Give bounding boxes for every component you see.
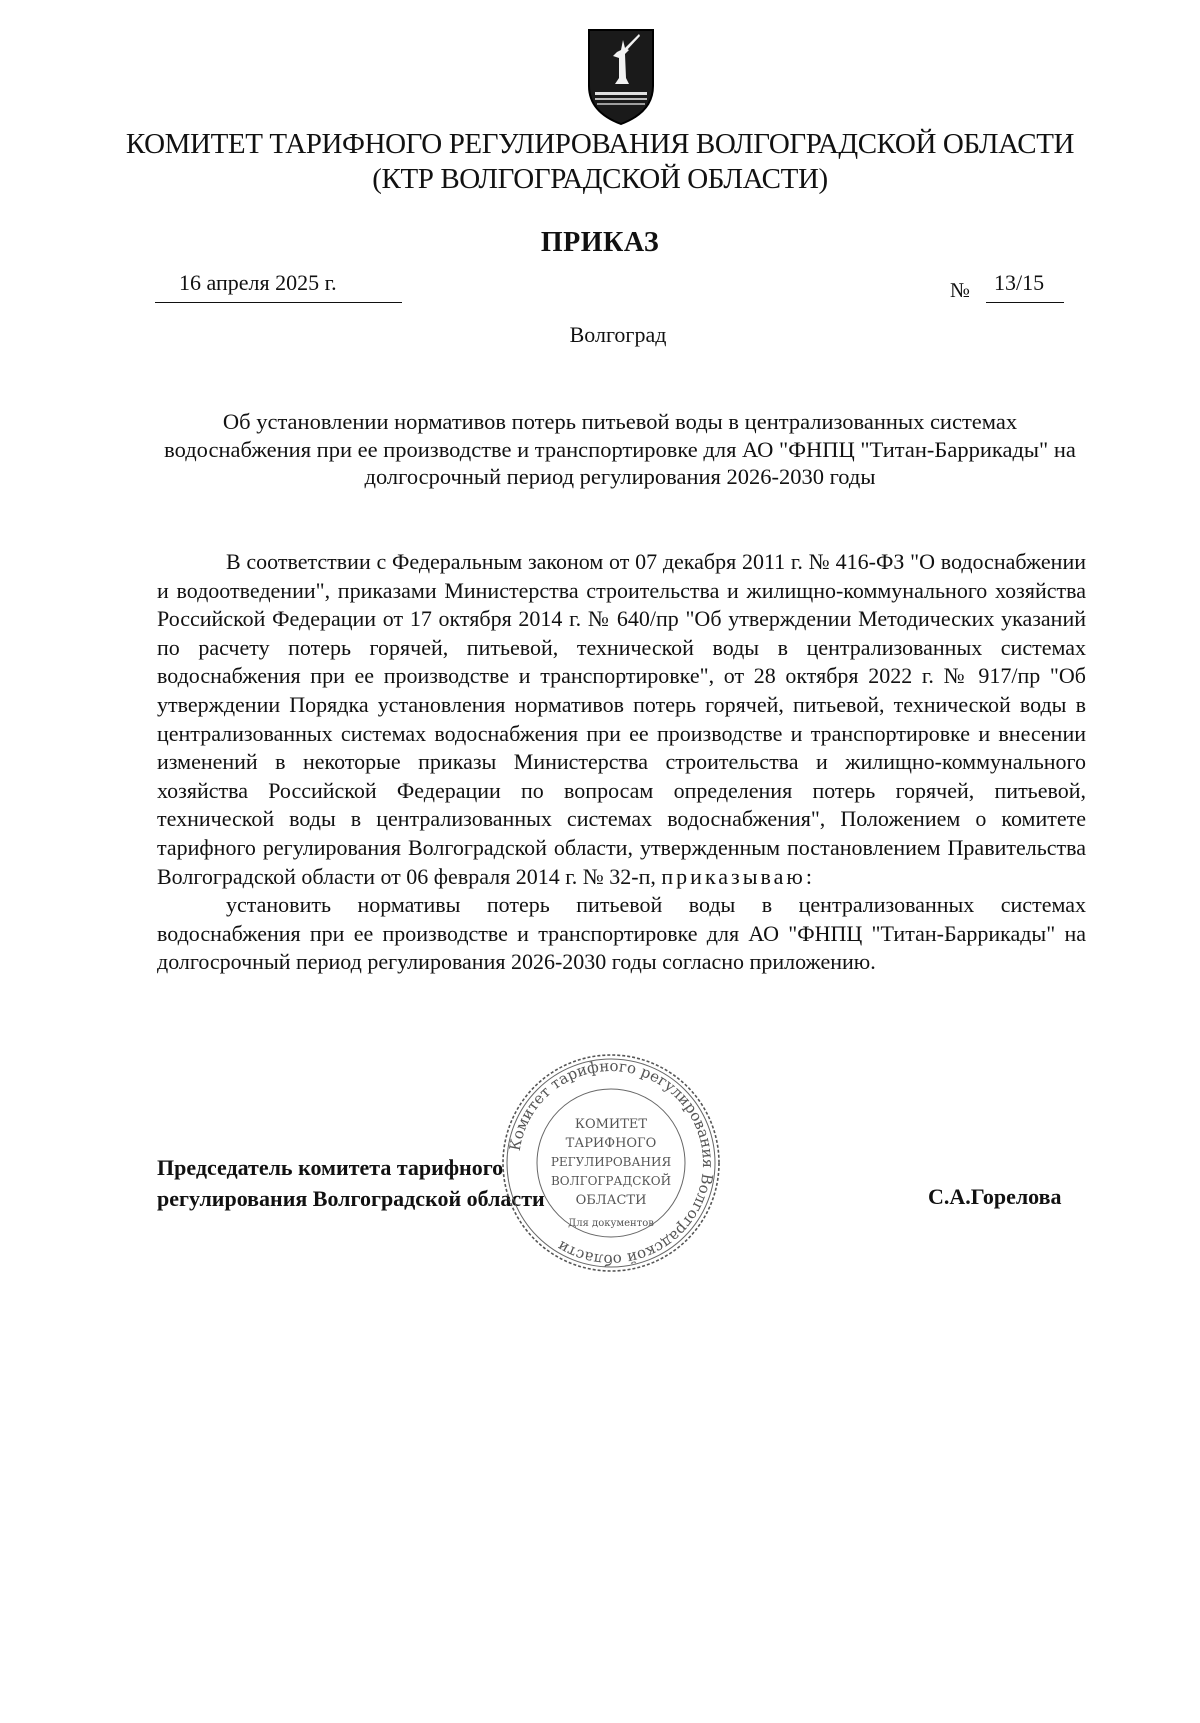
signatory-position <box>157 1152 545 1214</box>
paragraph-1-text: В соответствии с Федеральным законом от 07 декабря 2011 г. № 416-ФЗ "О водоснабжении и водоотведении", приказами Министерства строительства и жилищно-коммунального хозяйства Российской Федерации от 17 октября 2014 г. № 640/пр "Об утверждении Методических указаний по расчету потерь горячей, питьевой, технической воды в централизованных системах водоснабжения при ее производстве и транспортировке", от 28 октября 2022 г. № 917/пр "Об утверждении Порядка установления нормативов потерь горячей, питьевой, технической воды в централизованных системах водоснабжения при ее производстве и транспортировке и внесении изменений в некоторые приказы Министерства строительства и жилищно-коммунального хозяйства Российской Федерации по вопросам определения потерь горячей, питьевой, технической воды в централизованных системах водоснабжения", Положением о комитете тарифного регулирования Волгоградской области, утвержденным постановлением Правительства Волгоградской области от 06 февраля 2014 г. № 32-п, <box>157 549 1086 889</box>
stamp-bottom-text: Для документов <box>568 1218 654 1229</box>
signatory-name: С.А.Горелова <box>928 1184 1062 1209</box>
number-value: 13/15 <box>986 270 1064 303</box>
organization-short-name: (КТР ВОЛГОГРАДСКОЙ ОБЛАСТИ) <box>372 163 828 195</box>
body-paragraph-2: установить нормативы потерь питьевой воды в централизованных системах водоснабжения при ее производстве и транспортировке для АО "ФНПЦ "Титан-Баррикады" на долгосрочный период регулирования 2026-2030 годы согласно приложению. <box>157 892 1086 975</box>
stamp-center-line-1: КОМИТЕТ <box>574 1117 648 1132</box>
stamp-center-line-5: ОБЛАСТИ <box>575 1193 647 1208</box>
signatory-position-line1: Председатель комитета тарифного <box>157 1155 504 1180</box>
document-body <box>157 548 1086 977</box>
coat-of-arms-emblem <box>585 28 657 126</box>
organization-name: КОМИТЕТ ТАРИФНОГО РЕГУЛИРОВАНИЯ ВОЛГОГРАДСКОЙ ОБЛАСТИ <box>125 128 1075 160</box>
body-paragraph-1 <box>157 548 1086 891</box>
stamp-center-line-2: ТАРИФНОГО <box>565 1136 657 1151</box>
stamp-center-line-4: ВОЛГОГРАДСКОЙ <box>550 1174 672 1188</box>
document-city: Волгоград <box>569 322 667 347</box>
stamp-ring-text: Комитет тарифного регулирования Волгоградской области <box>505 1056 718 1270</box>
document-type: ПРИКАЗ <box>540 227 660 258</box>
stamp-center-line-3: РЕГУЛИРОВАНИЯ <box>550 1155 672 1169</box>
official-stamp <box>496 1048 726 1278</box>
number-sign: № <box>950 278 971 302</box>
order-word: приказываю: <box>661 863 815 889</box>
document-date: 16 апреля 2025 г. <box>155 270 402 303</box>
document-subject: Об установлении нормативов потерь питьевой воды в централизованных системах водоснабжения при ее производстве и транспортировке для АО "ФНПЦ "Титан-Баррикады" на долгосрочный период регулирования 2026-2030 годы <box>164 409 1076 489</box>
signatory-position-line2: регулирования Волгоградской области <box>157 1186 545 1211</box>
